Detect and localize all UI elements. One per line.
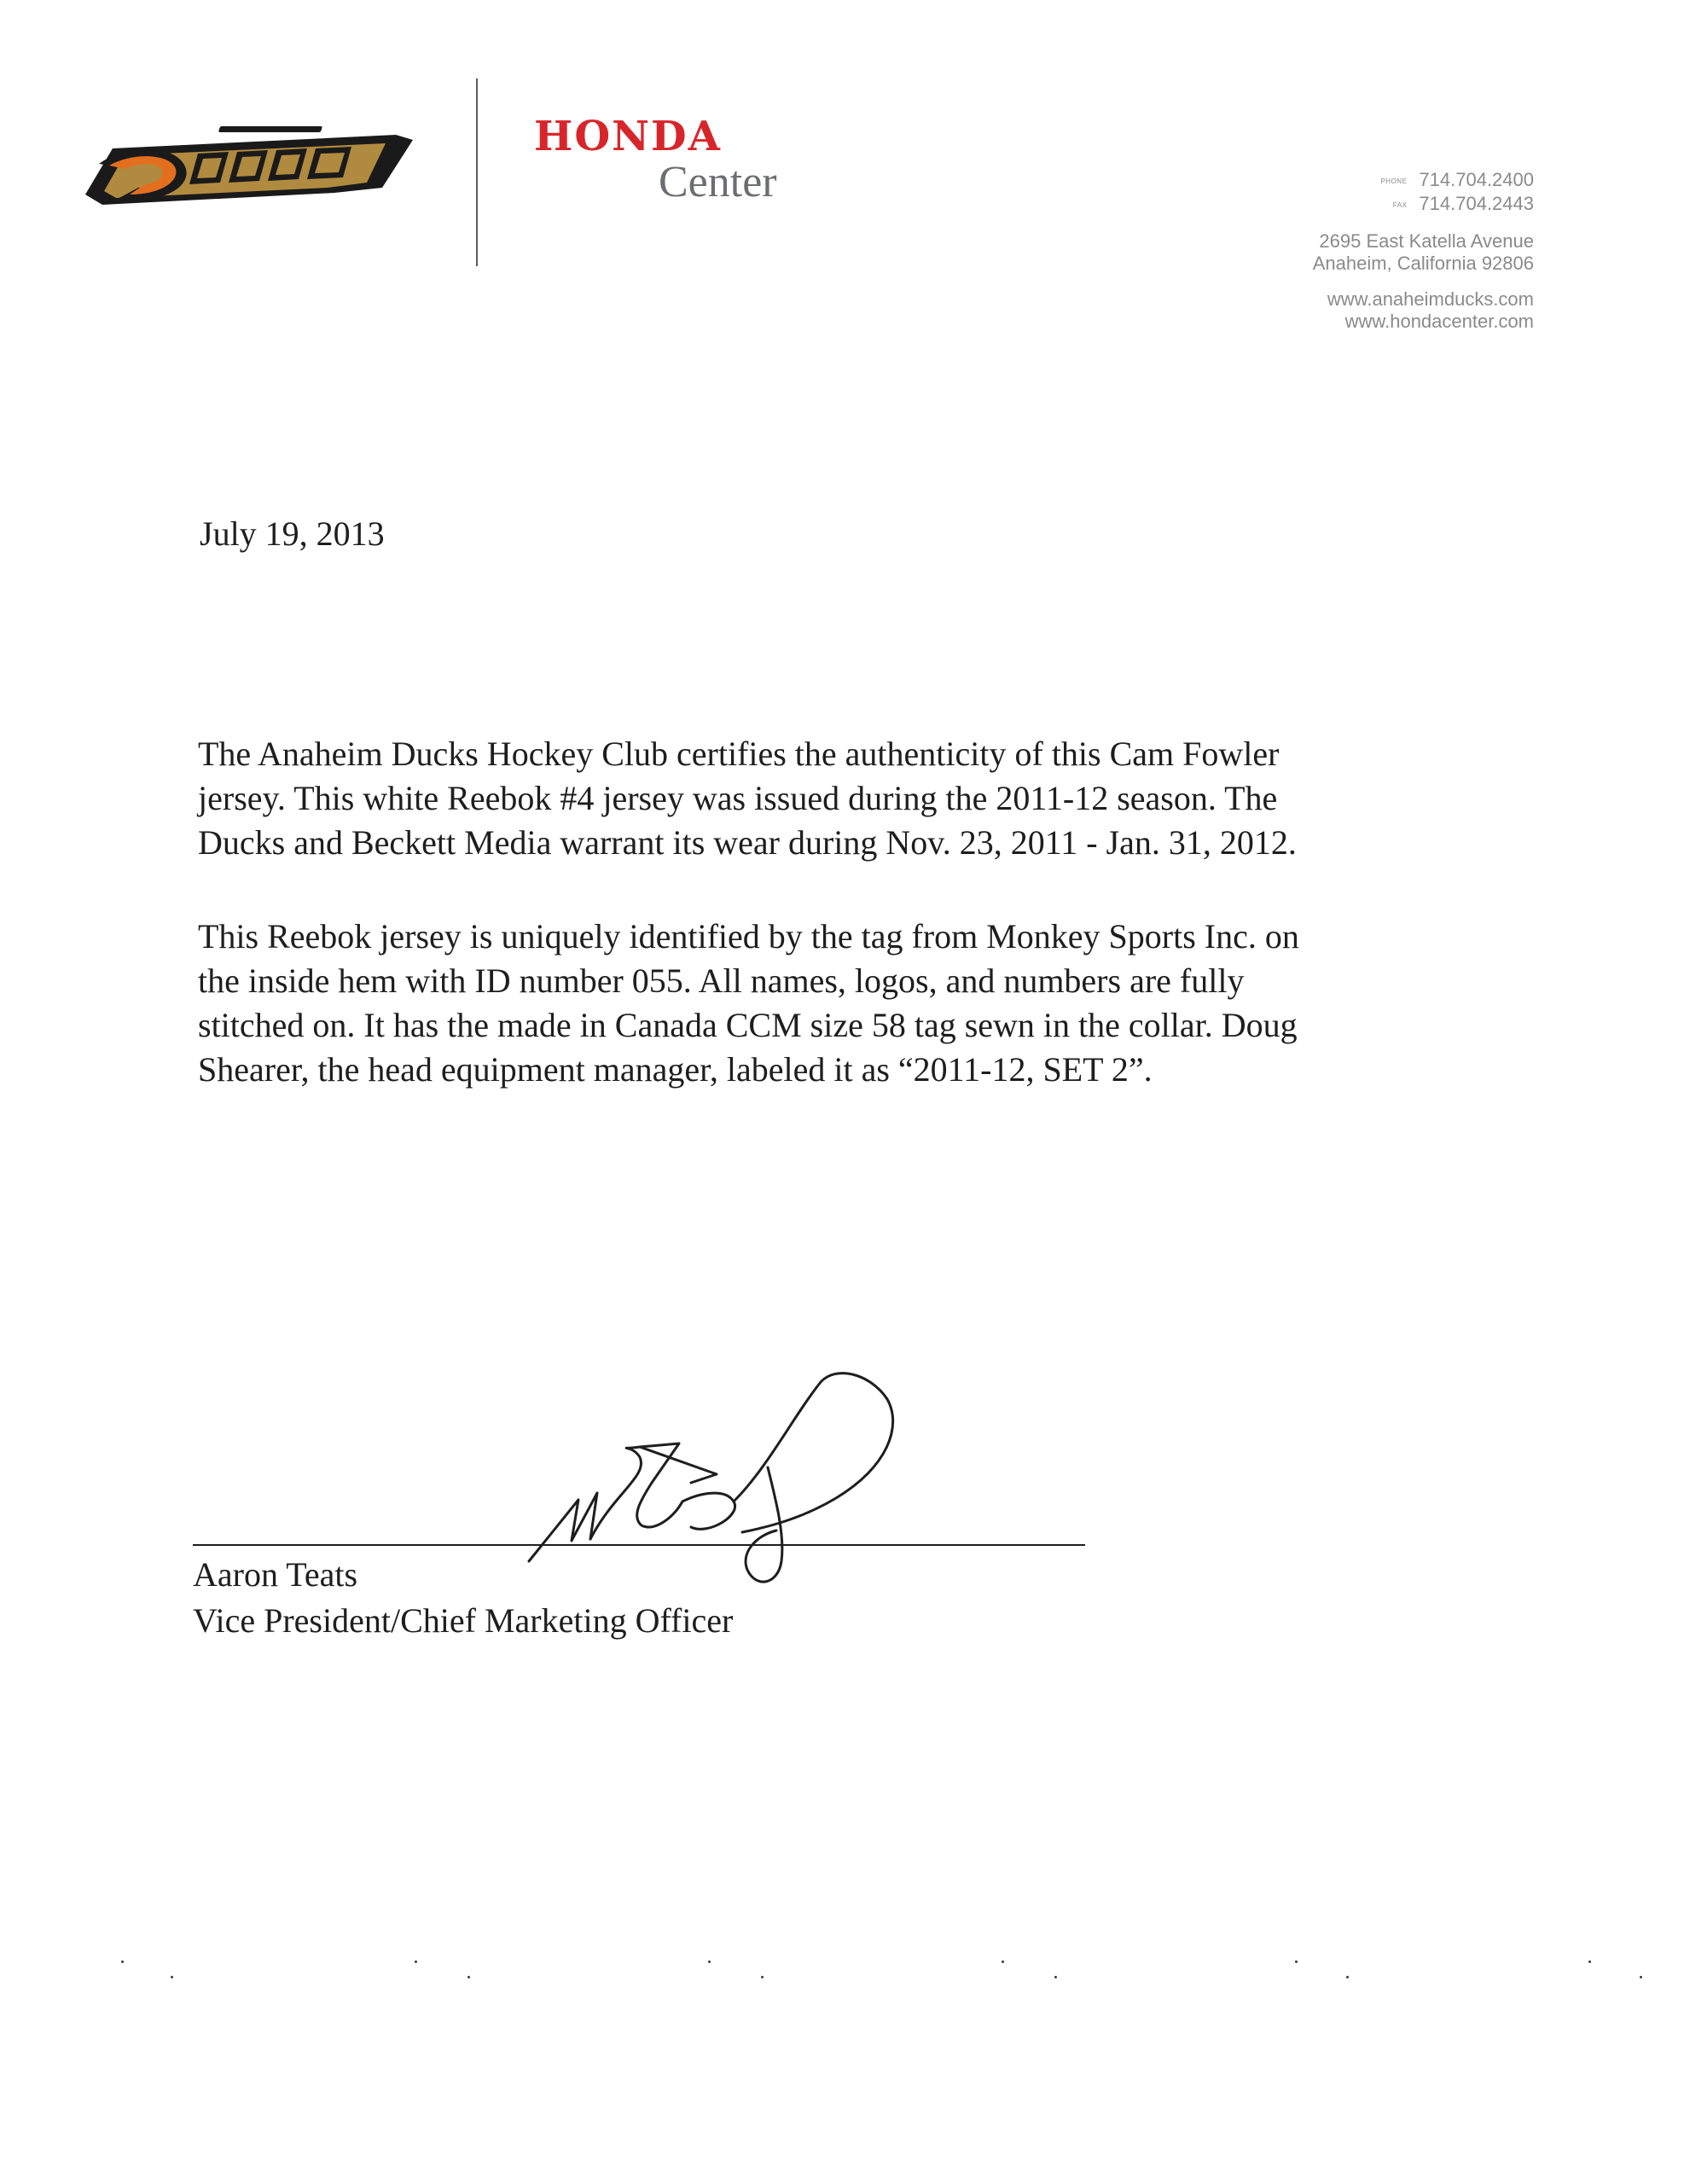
paragraph-2-line: This Reebok jersey is uniquely identified by the tag from Monkey Sports Inc. on [198, 917, 1299, 956]
center-logo-text: Center [659, 158, 777, 206]
paragraph-2 [198, 915, 1495, 1092]
anaheim-ducks-logo [78, 116, 420, 217]
paragraph-1-line: jersey. This white Reebok #4 jersey was issued during the 2011-12 season. The [198, 779, 1278, 817]
scan-speck [1346, 1976, 1349, 1978]
website-honda-center: www.hondacenter.com [1344, 311, 1534, 332]
honda-logo-text: HONDA [534, 113, 722, 160]
scan-speck [1588, 1960, 1591, 1963]
letter-date: July 19, 2013 [200, 514, 385, 553]
scan-speck [1640, 1976, 1642, 1978]
honda-center-logo [534, 113, 816, 218]
handwritten-signature [512, 1365, 921, 1612]
signature-line [193, 1544, 1085, 1546]
scan-speck [1295, 1960, 1298, 1963]
signer-title: Vice President/Chief Marketing Officer [193, 1601, 734, 1640]
phone-number: 714.704.2400 [1419, 169, 1534, 190]
scan-speck [415, 1960, 417, 1963]
fax-label: FAX [1392, 201, 1408, 209]
signer-name: Aaron Teats [193, 1555, 358, 1594]
scan-speck [761, 1976, 764, 1978]
website-ducks: www.anaheimducks.com [1327, 288, 1534, 310]
address-line-1: 2695 East Katella Avenue [1319, 230, 1534, 252]
address-line-2: Anaheim, California 92806 [1312, 253, 1534, 274]
scan-speck [708, 1960, 711, 1963]
scan-speck [171, 1976, 173, 1978]
phone-label: PHONE [1380, 177, 1408, 185]
paragraph-1-line: Ducks and Beckett Media warrant its wear during Nov. 23, 2011 - Jan. 31, 2012. [198, 823, 1297, 862]
paragraph-1-line: The Anaheim Ducks Hockey Club certifies the authenticity of this Cam Fowler [198, 735, 1280, 773]
header-divider [476, 78, 478, 266]
scan-speck [121, 1960, 124, 1963]
paragraph-2-line: the inside hem with ID number 055. All names, logos, and numbers are fully [198, 961, 1245, 1000]
scan-speck [1054, 1976, 1057, 1978]
paragraph-2-line: Shearer, the head equipment manager, labeled it as “2011-12, SET 2”. [198, 1050, 1153, 1089]
paragraph-2-line: stitched on. It has the made in Canada CCM size 58 tag sewn in the collar. Doug [198, 1006, 1298, 1044]
fax-line [1141, 193, 1534, 217]
scan-speck [467, 1976, 470, 1978]
phone-line [1141, 169, 1534, 193]
paragraph-1 [198, 732, 1495, 865]
fax-number: 714.704.2443 [1419, 193, 1534, 214]
contact-block [1141, 169, 1534, 333]
scan-speck [1002, 1960, 1004, 1963]
